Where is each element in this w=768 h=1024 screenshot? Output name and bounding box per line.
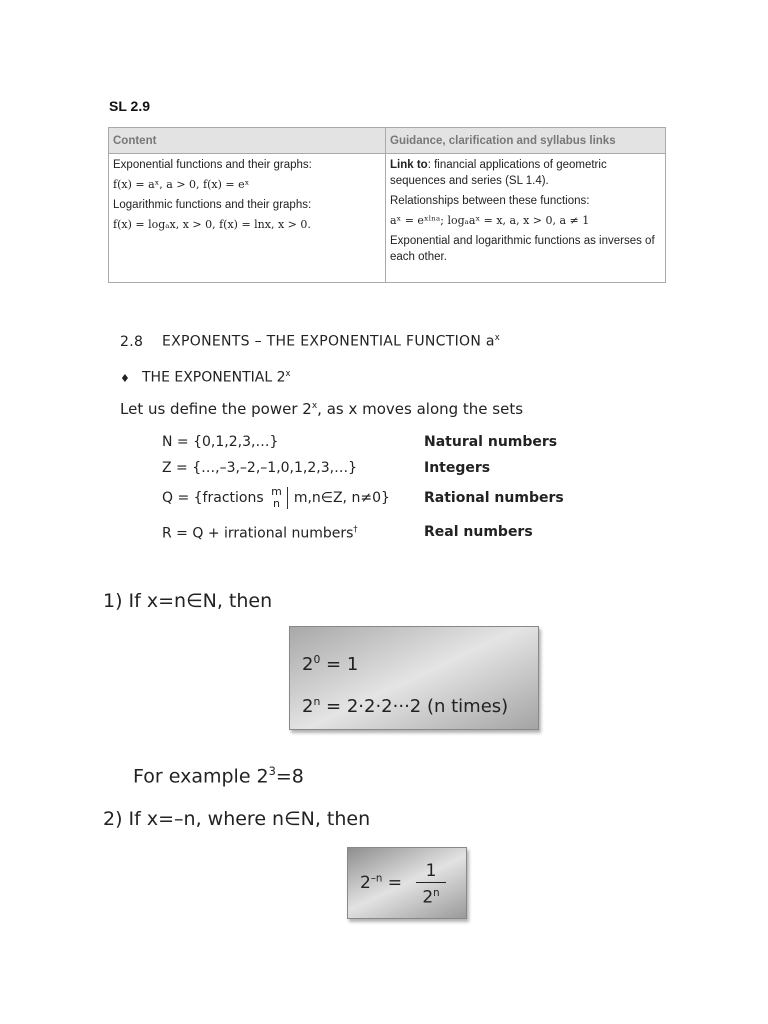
relationship-formula: aˣ = eˣˡⁿᵃ; logₐaˣ = x, a, x > 0, a ≠ 1 — [390, 214, 590, 227]
case1-formula-box — [289, 626, 539, 730]
set-name: Rational numbers — [424, 490, 564, 506]
set-name: Real numbers — [424, 524, 533, 540]
bullet-heading — [120, 368, 290, 386]
rest: = 1 — [320, 654, 359, 675]
syllabus-table — [108, 127, 666, 283]
set-row-real — [162, 524, 582, 546]
fraction-denominator: n — [272, 497, 280, 510]
example-text — [133, 764, 304, 787]
section-heading — [120, 332, 500, 350]
dagger-footnote: † — [353, 524, 358, 534]
bullet-sup: x — [285, 368, 291, 378]
formula-line-2 — [302, 695, 508, 717]
set-definition — [162, 486, 390, 510]
log-heading: Logarithmic functions and their graphs: — [113, 199, 312, 211]
case1-heading: 1) If x=n∈N, then — [103, 590, 273, 612]
fraction-numerator: m — [271, 485, 282, 498]
set-name: Natural numbers — [424, 434, 558, 450]
example-pre: For example 2 — [133, 765, 269, 788]
set-def-text: R = Q + irrational numbers — [162, 525, 354, 542]
intro-pre: Let us define the power 2 — [120, 400, 312, 418]
intro-sup: x — [311, 401, 318, 411]
exp-formula: f(x) = aˣ, a > 0, f(x) = eˣ — [113, 178, 250, 191]
set-row-rational — [162, 486, 582, 516]
set-def-post: m,n∈Z, n≠0} — [293, 490, 390, 506]
fraction-denominator — [416, 883, 446, 909]
fraction-m-over-n — [270, 486, 283, 510]
link-text: : financial applications of geometric sequences and series (SL 1.4). — [390, 159, 607, 187]
intro-text — [120, 400, 523, 418]
exponent: n — [313, 695, 321, 708]
header-guidance: Guidance, clarification and syllabus links — [386, 128, 666, 154]
link-paragraph — [390, 157, 661, 189]
exp-heading: Exponential functions and their graphs: — [113, 159, 312, 171]
link-label: Link to — [390, 159, 428, 171]
exponent: n — [433, 888, 440, 899]
exponent: –n — [370, 873, 383, 885]
intro-post: , as x moves along the sets — [317, 400, 524, 418]
table-row — [109, 154, 666, 283]
log-formula: f(x) = logₐx, x > 0, f(x) = lnx, x > 0. — [113, 218, 311, 231]
section-number: 2.8 — [120, 333, 144, 350]
fraction-numerator: 1 — [416, 860, 446, 883]
content-cell — [109, 154, 386, 283]
set-definition: N = {0,1,2,3,…} — [162, 434, 279, 450]
section-title-sup: x — [494, 332, 501, 342]
equals: = — [382, 873, 403, 893]
formula-fraction — [416, 860, 446, 909]
base: 2 — [422, 887, 434, 908]
diamond-bullet-icon: ♦ — [120, 371, 130, 385]
set-row-natural — [162, 434, 582, 456]
exponent: 0 — [313, 653, 321, 666]
set-def-pre: Q = {fractions — [162, 490, 264, 506]
case2-heading: 2) If x=–n, where n∈N, then — [103, 808, 371, 830]
rest: = 2·2·2···2 (n times) — [320, 696, 509, 717]
section-title: EXPONENTS – THE EXPONENTIAL FUNCTION a — [162, 333, 495, 350]
set-name: Integers — [424, 460, 491, 476]
header-content: Content — [109, 128, 386, 154]
base: 2 — [302, 696, 314, 717]
set-row-integers — [162, 460, 582, 482]
relationships-text: Relationships between these functions: — [390, 195, 590, 207]
case2-formula-box — [347, 847, 467, 919]
set-definition: Z = {…,–3,–2,–1,0,1,2,3,…} — [162, 460, 357, 476]
example-sup: 3 — [268, 764, 276, 778]
table-header-row — [109, 128, 666, 154]
base: 2 — [360, 873, 371, 893]
base: 2 — [302, 654, 314, 675]
sl-title: SL 2.9 — [109, 98, 150, 114]
guidance-cell — [386, 154, 666, 283]
such-that-bar — [287, 487, 288, 509]
example-post: =8 — [275, 765, 304, 788]
formula-line-1 — [302, 653, 358, 675]
bullet-text: THE EXPONENTIAL 2 — [142, 369, 286, 386]
formula-lhs — [360, 873, 402, 893]
set-definition — [162, 524, 358, 542]
inverses-text: Exponential and logarithmic functions as inverses of each other. — [390, 235, 655, 263]
